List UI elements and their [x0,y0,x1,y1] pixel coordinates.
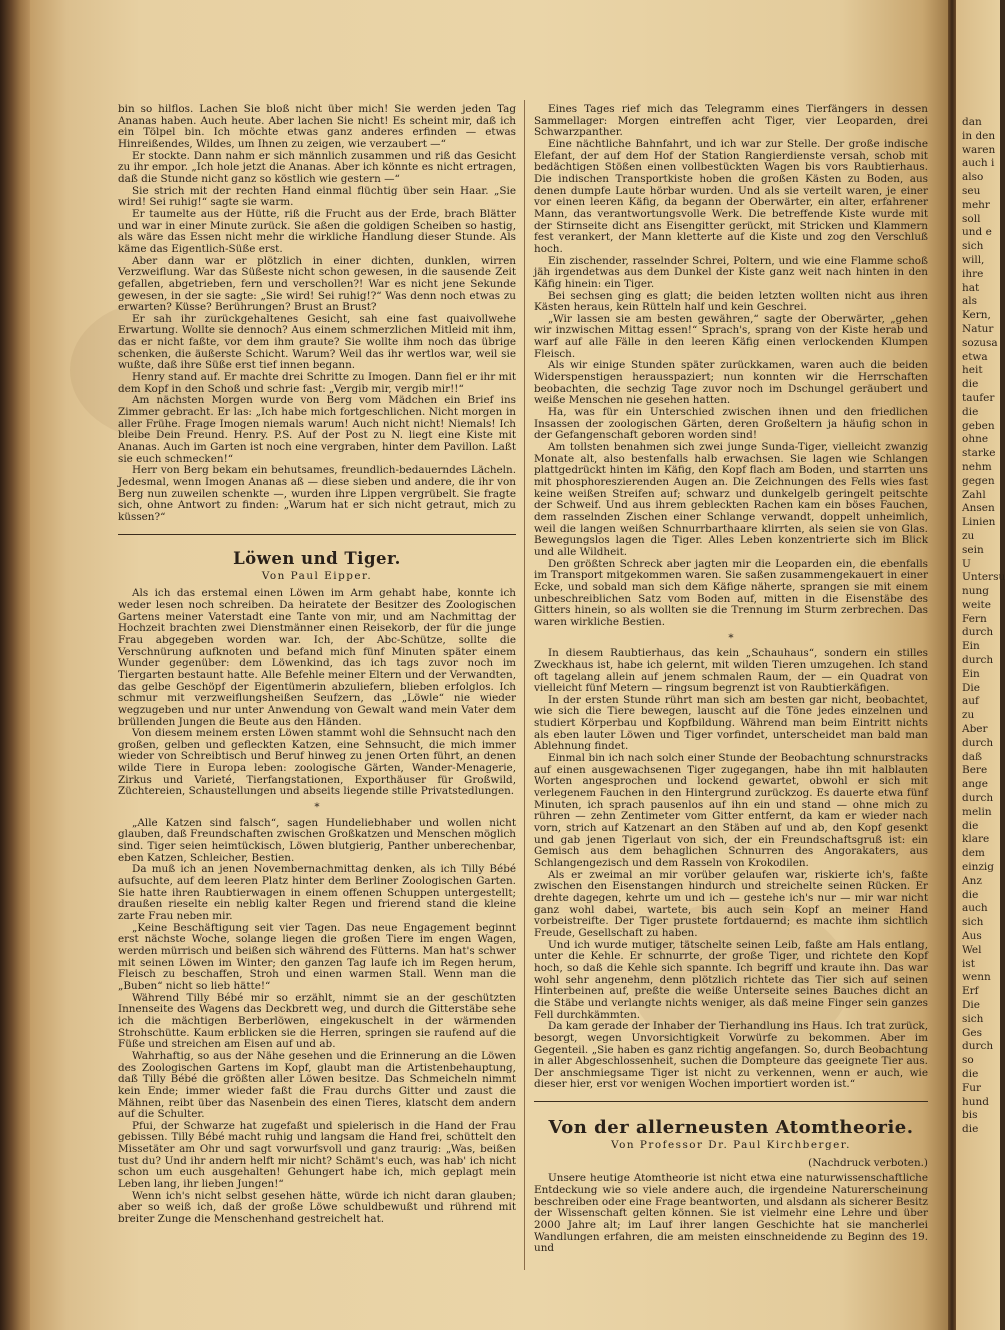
paragraph: Da muß ich an jenen Novembernachmittag denken, als ich Tilly Bébé aufsuchte, auf dem leeren Platz hinter dem Berliner Zoologischen Garten. Sie hatte ihren Raubtierwagen in einem offenen Schuppen untergestellt; draußen rieselte ein neblig kalter Regen und frierend stand die kleine zarte Frau neben mir. [118,863,516,922]
next-page-fragment: die [962,1067,979,1080]
paragraph: Eines Tages rief mich das Telegramm eines Tierfängers in dessen Sammellager: Morgen eintreffen acht Tiger, vier Leoparden, drei Schwarzpanther. [534,103,928,139]
article-body [118,588,516,798]
next-page-fragment: wenn [962,971,991,984]
paragraph: Während Tilly Bébé mir so erzählt, nimmt sie an der geschützten Innenseite des Wagens das Deckbrett weg, und durch die Gitterstäbe sehe ich die mächtigen Berberlöwen, eingekuschelt in der wärmenden Strohschütte. Kaum erblicken sie die Herren, springen sie raufend auf die Füße und streichen am Eisen auf und ab. [118,991,516,1051]
next-page-fragment: nehm [962,460,992,473]
paragraph: Sie strich mit der rechten Hand einmal flüchtig über sein Haar. „Sie wird! Sei ruhig!“ sagte sie warm. [118,184,516,209]
paragraph: Bei sechsen ging es glatt; die beiden letzten wollten nicht aus ihren Kästen heraus, kein Rütteln half und kein Geschrei. [534,289,928,314]
paragraph: Henry stand auf. Er machte drei Schritte zu Imogen. Dann fiel er ihr mit dem Kopf in den Schoß und schrie fast: „Vergib mir, vergib mir!!“ [118,371,516,395]
next-page-fragment: dem [962,847,985,860]
next-page-fragment: daß [962,750,982,763]
next-page-fragment: nung [962,585,990,598]
next-page-fragment: Ges [962,1026,982,1039]
next-page-fragment: Anz [962,874,982,887]
next-page-fragment: einzig [962,861,994,874]
next-page-fragment: Die [962,999,980,1011]
section-rule [534,1101,928,1102]
article-body [534,104,928,629]
section-separator: * [728,631,734,644]
next-page-fragment: durch [962,626,994,639]
next-page-fragment: Fern [962,612,987,625]
paragraph: Am nächsten Morgen wurde von Berg vom Mädchen ein Brief ins Zimmer gebracht. Er las: „Ich habe mich fortgeschlichen. Nicht morgen in aller Frühe. Frage Imogen niemals warum! Auch nicht nicht! Niemals! Ich bleibe Dein Freund. Henry. P.S. Auf der Post zu N. liegt eine Kiste mit Ananas. Auch im Garten ist noch eine vergraben, hinter dem Pavillon. Laßt sie euch schmecken!“ [118,394,516,465]
paragraph: Aber dann war er plötzlich in einer dichten, dunklen, wirren Verzweiflung. War das Süßeste nicht schon gewesen, in die sausende Zeit gefallen, abgetrieben, fern und verschollen?! War es nicht jene Sekunde gewesen, in der sie sagte: „Sie wird! Sei ruhig!?“ Was denn noch etwas zu erwarten? Küsse? Berührungen? Brust an Brust? [118,254,516,314]
next-page-fragment: die [962,378,979,391]
page-gutter [948,0,956,1330]
article-body [534,1173,928,1255]
paragraph: Unsere heutige Atomtheorie ist nicht etwa eine naturwissenschaftliche Entdeckung wie so viele andere auch, die irgendeine Naturerscheinung beschreiben oder eine Frage beantworten, und alsdann als sicherer Besitz der Wissenschaft gelten können. Sie ist vielmehr eine Lehre und über 2000 Jahre alt; im Lauf ihrer langen Geschichte hat sie mancherlei Wandlungen erfahren, die am meisten einschneidende zu Beginn des 19. und [534,1172,928,1255]
next-page-fragment: sein [962,543,984,556]
next-page-fragment: etwa [962,350,988,363]
paragraph: Von diesem meinem ersten Löwen stammt wohl die Sehnsucht nach den großen, gelben und gefleckten Katzen, eine Sehnsucht, die mich immer wieder von Schreibtisch und Beruf hinweg zu jenen Orten führt, an denen wilde Tiere in Europa leben: zoologische Gärten, Wander-Menagerie, Zirkus und Varieté, Tierfangstationen, Exporthäuser für Großwild, Züchtereien, Schaustellungen und abseits liegende stille Privatstedlungen. [118,727,516,798]
next-page-fragment: die [962,888,979,901]
column-divider [524,100,525,1270]
next-page-fragment: Untersu [962,571,1005,584]
next-page-fragment: auch i [962,157,995,170]
next-page-fragment: sich [962,1012,984,1025]
next-page-fragment: taufer [962,391,995,404]
next-page-fragment: Kern, [962,309,991,322]
paragraph: „Keine Beschäftigung seit vier Tagen. Das neue Engagement beginnt erst nächste Woche, solange liegen die großen Tiere im engen Wagen, werden mürrisch und beißen sich während des Fütterns. Man hat's schwer mit seinen Löwen im Winter; den ganzen Tag laufe ich im Regen herum, Fleisch zu beschaffen, Stroh und einen warmen Stall. Wenn man die „Buben“ nicht so lieb hätte!“ [118,921,516,992]
next-page-fragment: klare [962,833,990,846]
next-page-fragment: ange [962,778,988,791]
next-page-fragment: gegen [962,474,995,487]
paragraph: Am tollsten benahmen sich zwei junge Sunda-Tiger, vielleicht zwanzig Monate alt, also bestenfalls halb erwachsen. Sie lagen wie Schlangen plattgedrückt hinten im Käfig, den Kopf flach am Boden, und starrten uns mit phosphoreszierenden Augen an. Die Zeichnungen des Fells wies fast keine weißen Streifen auf; schwarz und dunkelgelb geringelt peitschte der Schweif. Und aus ihrem gebleckten Rachen kam ein böses Fauchen, dem rasselnden Zischen einer Schlange verwandt, doppelt unheimlich, weil die langen weißen Schnurrbarthaare klirrten, als seien sie von Glas. Bewegungslos lagen die Tiger. Alles Leben konzentrierte sich im Blick und alle Wildheit. [534,441,928,558]
next-page-fragment: Wel [962,943,982,956]
next-page-fragment: auch [962,902,988,915]
next-page-fragment: weite [962,598,991,611]
paragraph: Als wir einige Stunden später zurückkamen, waren auch die beiden Widerspenstigen herausspaziert; nun konnten wir die Herrschaften beobachten, die sechzig Tage zuvor noch im Dschungel geräubert und weiße Menschen nie gesehen hatten. [534,359,928,407]
next-page-fragments [956,0,1005,1137]
next-page-fragment: hat [962,281,980,294]
story-continuation [118,104,516,524]
next-page-fragment: die [962,1123,979,1136]
paragraph: Einmal bin ich nach solch einer Stunde der Beobachtung schnurstracks auf einen ausgewachsenen Tiger zugegangen, habe ihn mit halblauten Worten angesprochen und lockend gewartet, obwohl er sich mit verlegenem Fauchen in den Hintergrund zurückzog. Es dauerte etwa fünf Minuten, ich sprach pausenlos auf ihn ein und stand — ohne mich zu rühren — zehn Zentimeter vom Gitter entfernt, da kam er wieder nach vorn, strich auf Katzenart an den Stäben auf und ab, den Kopf gesenkt und gab jenen Tigerlaut von sich, der ein Freundschaftsgruß ist: ein Gemisch aus dem behaglichen Schnurren des Angorakaters, aus Schlangengezisch und dem Rasseln von Krokodilen. [534,752,928,869]
paragraph: Er stockte. Dann nahm er sich männlich zusammen und riß das Gesicht zu ihr empor. „Ich hole jetzt die Ananas. Aber ich könnte es nicht ertragen, daß die Stunde nicht ganz so köstlich wie gestern —“ [118,149,516,185]
next-page-fragment: Ein [962,667,980,680]
book-spine [0,0,34,1330]
next-page-fragment: seu [962,184,981,197]
second-article-byline: Von Professor Dr. Paul Kirchberger. [611,1139,851,1152]
next-page-fragment: ist [962,957,975,970]
next-page-fragment: Natur [962,322,994,335]
next-page-fragment: Ansen [962,502,995,515]
next-page-fragment: Bere [962,764,988,777]
paragraph: Eine nächtliche Bahnfahrt, und ich war zur Stelle. Der große indische Elefant, der auf dem Hof der Station Rangierdienste versah, schob mit bedächtigen Stößen einen vollbestückten Wagen bis vors Raubtierhaus. Die indischen Transportkiste hoben die großen Kästen zu Boden, aus denen dumpfe Laute hörbar wurden. Und als sie verteilt waren, je einer vor einen leeren Käfig, da begann der Oberwärter, ein alter, erfahrener Mann, das verantwortungsvolle Werk. Die betreffende Kiste wurde mit der Stirnseite dicht ans Eisengitter gerückt, mit Stricken und Klammern fest verankert, der Mann kletterte auf die Kiste und zog den Verschluß hoch. [534,137,928,255]
second-article-title: Von der allerneusten Atomtheorie. [548,1117,914,1139]
paragraph: Herr von Berg bekam ein behutsames, freundlich-bedauerndes Lächeln. Jedesmal, wenn Imogen Ananas aß — diese sieben und andere, die ihr von Berg nun zuweilen schenkte —, wurden ihre Lippen vergrübelt. Sie fragte sich, ohne Antwort zu finden: „Warum hat er sich nicht getraut, mich zu küssen?“ [118,464,516,523]
next-page-fragment: U [962,557,971,570]
next-page-fragment: sozusa [962,336,998,349]
article-title: Löwen und Tiger. [233,548,401,568]
next-page-fragment: Ein [962,640,980,653]
left-column [118,104,516,1226]
next-page-fragment: also [962,171,984,184]
reprint-notice: (Nachdruck verboten.) [808,1156,928,1169]
article-byline: Von Paul Eipper. [261,569,373,582]
section-separator: * [314,801,320,814]
paragraph: Wenn ich's nicht selbst gesehen hätte, würde ich nicht daran glauben; aber so weiß ich, daß der große Löwe schuldbewußt und rührend mit breiter Zunge die Menschenhand gestreichelt hat. [118,1189,516,1226]
section-rule [118,534,516,535]
next-page-fragment: bis [962,1109,978,1122]
paragraph: Er sah ihr zurückgehaltenes Gesicht, sah eine fast quaivollwehe Erwartung. Wollte sie dennoch? Aus einem schmerzlichen Mitleid mit ihm, das er nicht faßte, vor dem ihm graute? Sie wollte ihm noch das übrige schenken, die äußerste Schicht. Warum? Weil das ihr wertlos war, weil sie wußte, daß ihre Süße erst tief innen begann. [118,312,516,372]
next-page-fragment: starke [962,447,996,460]
next-page-fragment: ohne [962,433,989,446]
paragraph: Wahrhaftig, so aus der Nähe gesehen und die Erinnerung an die Löwen des Zoologischen Gartens im Kopf, glaubt man die Artistenbehauptung, daß Tilly Bébé die größten aller Löwen besitze. Das Schmeicheln nimmt kein Ende; immer wieder faßt die Frau durchs Gitter und zaust die Mähnen, reibt über das Nasenbein des einen Tieres, klatscht dem andern auf die Schulter. [118,1049,516,1121]
next-page-fragment: zu [962,529,975,542]
next-page-fragment: so [962,1054,974,1067]
next-page-fragment: sich [962,240,984,253]
paragraph: „Alle Katzen sind falsch“, sagen Hundeliebhaber und wollen nicht glauben, daß Freundschaften zwischen Großkatzen und Menschen möglich sind. Tiger seien heimtückisch, Löwen blutgierig, Panther unberechenbar, eben Katzen, Schleicher, Bestien. [118,816,516,864]
next-page-fragment: soll [962,212,981,225]
paragraph: Da kam gerade der Inhaber der Tierhandlung ins Haus. Ich trat zurück, besorgt, wegen Unvorsichtigkeit Vorwürfe zu bekommen. Aber im Gegenteil. „Sie haben es ganz richtig angefangen. So, durch Beobachtung in aller Abgeschlossenheit, suchen die Dompteure das geeignete Tier aus. Der anschmiegsame Tiger ist nicht zu verkennen, wenn er auch, wie dieser hier, erst vor wenigen Wochen importiert worden ist.“ [534,1020,928,1091]
next-page-fragment: als [962,295,978,308]
next-page-fragment: die [962,819,979,832]
next-page-fragment: dan [962,116,982,128]
next-page-fragment: ihre [962,267,984,280]
next-page-fragment: Aber [962,723,988,736]
paragraph: Ha, was für ein Unterschied zwischen ihnen und den friedlichen Insassen der zoologischen Gärten, deren Großeltern ja häufig schon in der Gefangenschaft geboren worden sind! [534,406,928,442]
next-page-fragment: auf [962,695,979,708]
next-page-fragment: Fur [962,1081,982,1094]
paragraph: bin so hilflos. Lachen Sie bloß nicht über mich! Sie werden jeden Tag Ananas haben. Auch heute. Aber lachen Sie nicht! Es scheint mir, daß ich ein Tölpel bin. Ich möchte etwas ganz anderes erfinden — etwas Hinreißendes, Wildes, um Ihnen zu zeigen, wie verzaubert —“ [118,103,516,150]
paragraph: In der ersten Stunde rührt man sich am besten gar nicht, beobachtet, wie sich die Tiere bewegen, lauscht auf die Töne jedes einzelnen und studiert Körperbau und Kopfbildung. Während man beim Eintritt nichts als eben lauter Löwen und Tiger vorfindet, unterscheidet man bald man Ablehnung findet. [534,693,928,753]
next-page-fragment: Erf [962,985,979,998]
paragraph: Den größten Schreck aber jagten mir die Leoparden ein, die ebenfalls im Transport mitgekommen waren. Sie saßen zusammengekauert in einer Ecke, und sobald man sich dem Käfige näherte, sprangen sie mit einem unbeschreiblichen Satz vom Boden auf, mitten in die Eisenstäbe des Gitters hinein, so als wollten sie die Trennung im Sturm zerbrechen. Das waren wirkliche Bestien. [534,557,928,628]
next-page-fragment: durch [962,736,994,749]
paragraph: Als ich das erstemal einen Löwen im Arm gehabt habe, konnte ich weder lesen noch schreiben. Da heiratete der Besitzer des Zoologischen Gartens meiner Vaterstadt eine Tante von mir, und am Nachmittag der Hochzeit brachten zwei Dienstmänner einen Reisekorb, der für die junge Frau abgegeben worden war. Ich, der Abc-Schütze, sollte die Verschnürung aufknoten und befand mich fünf Minuten später einem Wunder gegenüber: dem Löwenkind, das ich tags zuvor noch im Tiergarten bestaunt hatte. Alle Befehle meiner Eltern und der Verwandten, das gelbe Geschöpf der Eigentümerin abzuliefern, blieben erfolglos. Ich schmur mit verzweiflungsheißen Seufzern, das „Löwle“ nie wieder wegzugeben und nur unter Anwendung von Gewalt wand mein Vater dem brüllenden Jungen die Beute aus den Händen. [118,587,516,728]
article-body [534,648,928,1091]
next-page-fragment: Linien [962,516,996,529]
paragraph: Als er zweimal an mir vorüber gelaufen war, riskierte ich's, faßte zwischen den Eisenstangen hindurch und streichelte seinen Rücken. Er drehte dagegen, kehrte um und ich — gestehe ich's nur — mir war nicht ganz wohl dabei, wartete, bis auch sein Kopf an meiner Hand vorbeistreifte. Der Tiger prustete fortdauernd; es machte ihm sichtlich Freude, Gesellschaft zu haben. [534,868,928,939]
next-page-fragment: waren [962,143,996,156]
next-page-fragment: heit [962,364,983,377]
next-page-fragment: durch [962,792,994,805]
next-page-fragment: hund [962,1095,990,1108]
paragraph: Pfui, der Schwarze hat zugefaßt und spielerisch in die Hand der Frau gebissen. Tilly Bébé macht ruhig und langsam die Hand frei, schüttelt den Missetäter am Ohr und sagt vorwurfsvoll und ganz traurig: „Was, beißen tust du? Und ihr andern helft mir nicht? Schämt's euch, was hab' ich nicht schon um euch ausgehalten! Gehungert habe ich, mich geplagt mein Leben lang, ihr lieben Jungen!“ [118,1119,516,1191]
right-column [534,104,928,1255]
next-page-fragment: die [962,405,979,418]
next-page-fragment: und e [962,226,992,239]
paragraph: Und ich wurde mutiger, tätschelte seinen Leib, faßte am Hals entlang, unter die Kehle. Er schnurrte, der große Tiger, und richtete den Kopf hoch, so daß die Kehle sich spannte. Ich begriff und kraute ihn. Das war wohl sehr angenehm, denn plötzlich richtete das Tier sich auf seinen Hinterbeinen auf, preßte die weiße Unterseite seines Bauches dicht an die Stäbe und verlangte nichts weniger, als daß meine Finger sein ganzes Fell durchkämmten. [534,938,928,1021]
paragraph: „Wir lassen sie am besten gewähren,“ sagte der Oberwärter, „gehen wir inzwischen Mittag essen!“ Sprach's, sprang von der Kiste herab und warf auf alle Fälle in den leeren Käfig einen verlockenden Klumpen Fleisch. [534,312,928,360]
next-page-edge [956,0,1005,1330]
next-page-fragment: mehr [962,198,990,211]
next-page-fragment: in den [962,129,996,142]
next-page-fragment: will, [962,253,985,266]
next-page-fragment: geben [962,419,995,432]
next-page-fragment: sich [962,916,984,929]
paragraph: Ein zischender, rasselnder Schrei, Poltern, und wie eine Flamme schoß jäh irgendetwas aus dem Dunkel der Kiste ganz weit nach hinten in den Käfig hinein: ein Tiger. [534,254,928,290]
next-page-fragment: durch [962,654,994,667]
paragraph: In diesem Raubtierhaus, das kein „Schauhaus“, sondern ein stilles Zweckhaus ist, habe ich gelernt, mit wilden Tieren umzugehen. Ich stand oft tagelang allein auf jenem schmalen Raum, der — ein Quadrat von vielleicht fünf Metern — ringsum begrenzt ist von Raubtierkäfigen. [534,647,928,695]
next-page-fragment: Zahl [962,488,986,501]
next-page-fragment: melin [962,805,992,818]
next-page-fragment: Aus [962,930,982,943]
paragraph: Er taumelte aus der Hütte, riß die Frucht aus der Erde, brach Blätter und war in einer Minute zurück. Sie aßen die goldigen Scheiben so hastig, als wäre das Essen nicht mehr die wirkliche Handlung dieser Stunde. Als käme das Eigentlich-Süße erst. [118,207,516,255]
article-body [118,818,516,1226]
next-page-fragment: zu [962,709,975,722]
next-page-fragment: durch [962,1040,994,1053]
next-page-fragment: Die [962,681,980,694]
